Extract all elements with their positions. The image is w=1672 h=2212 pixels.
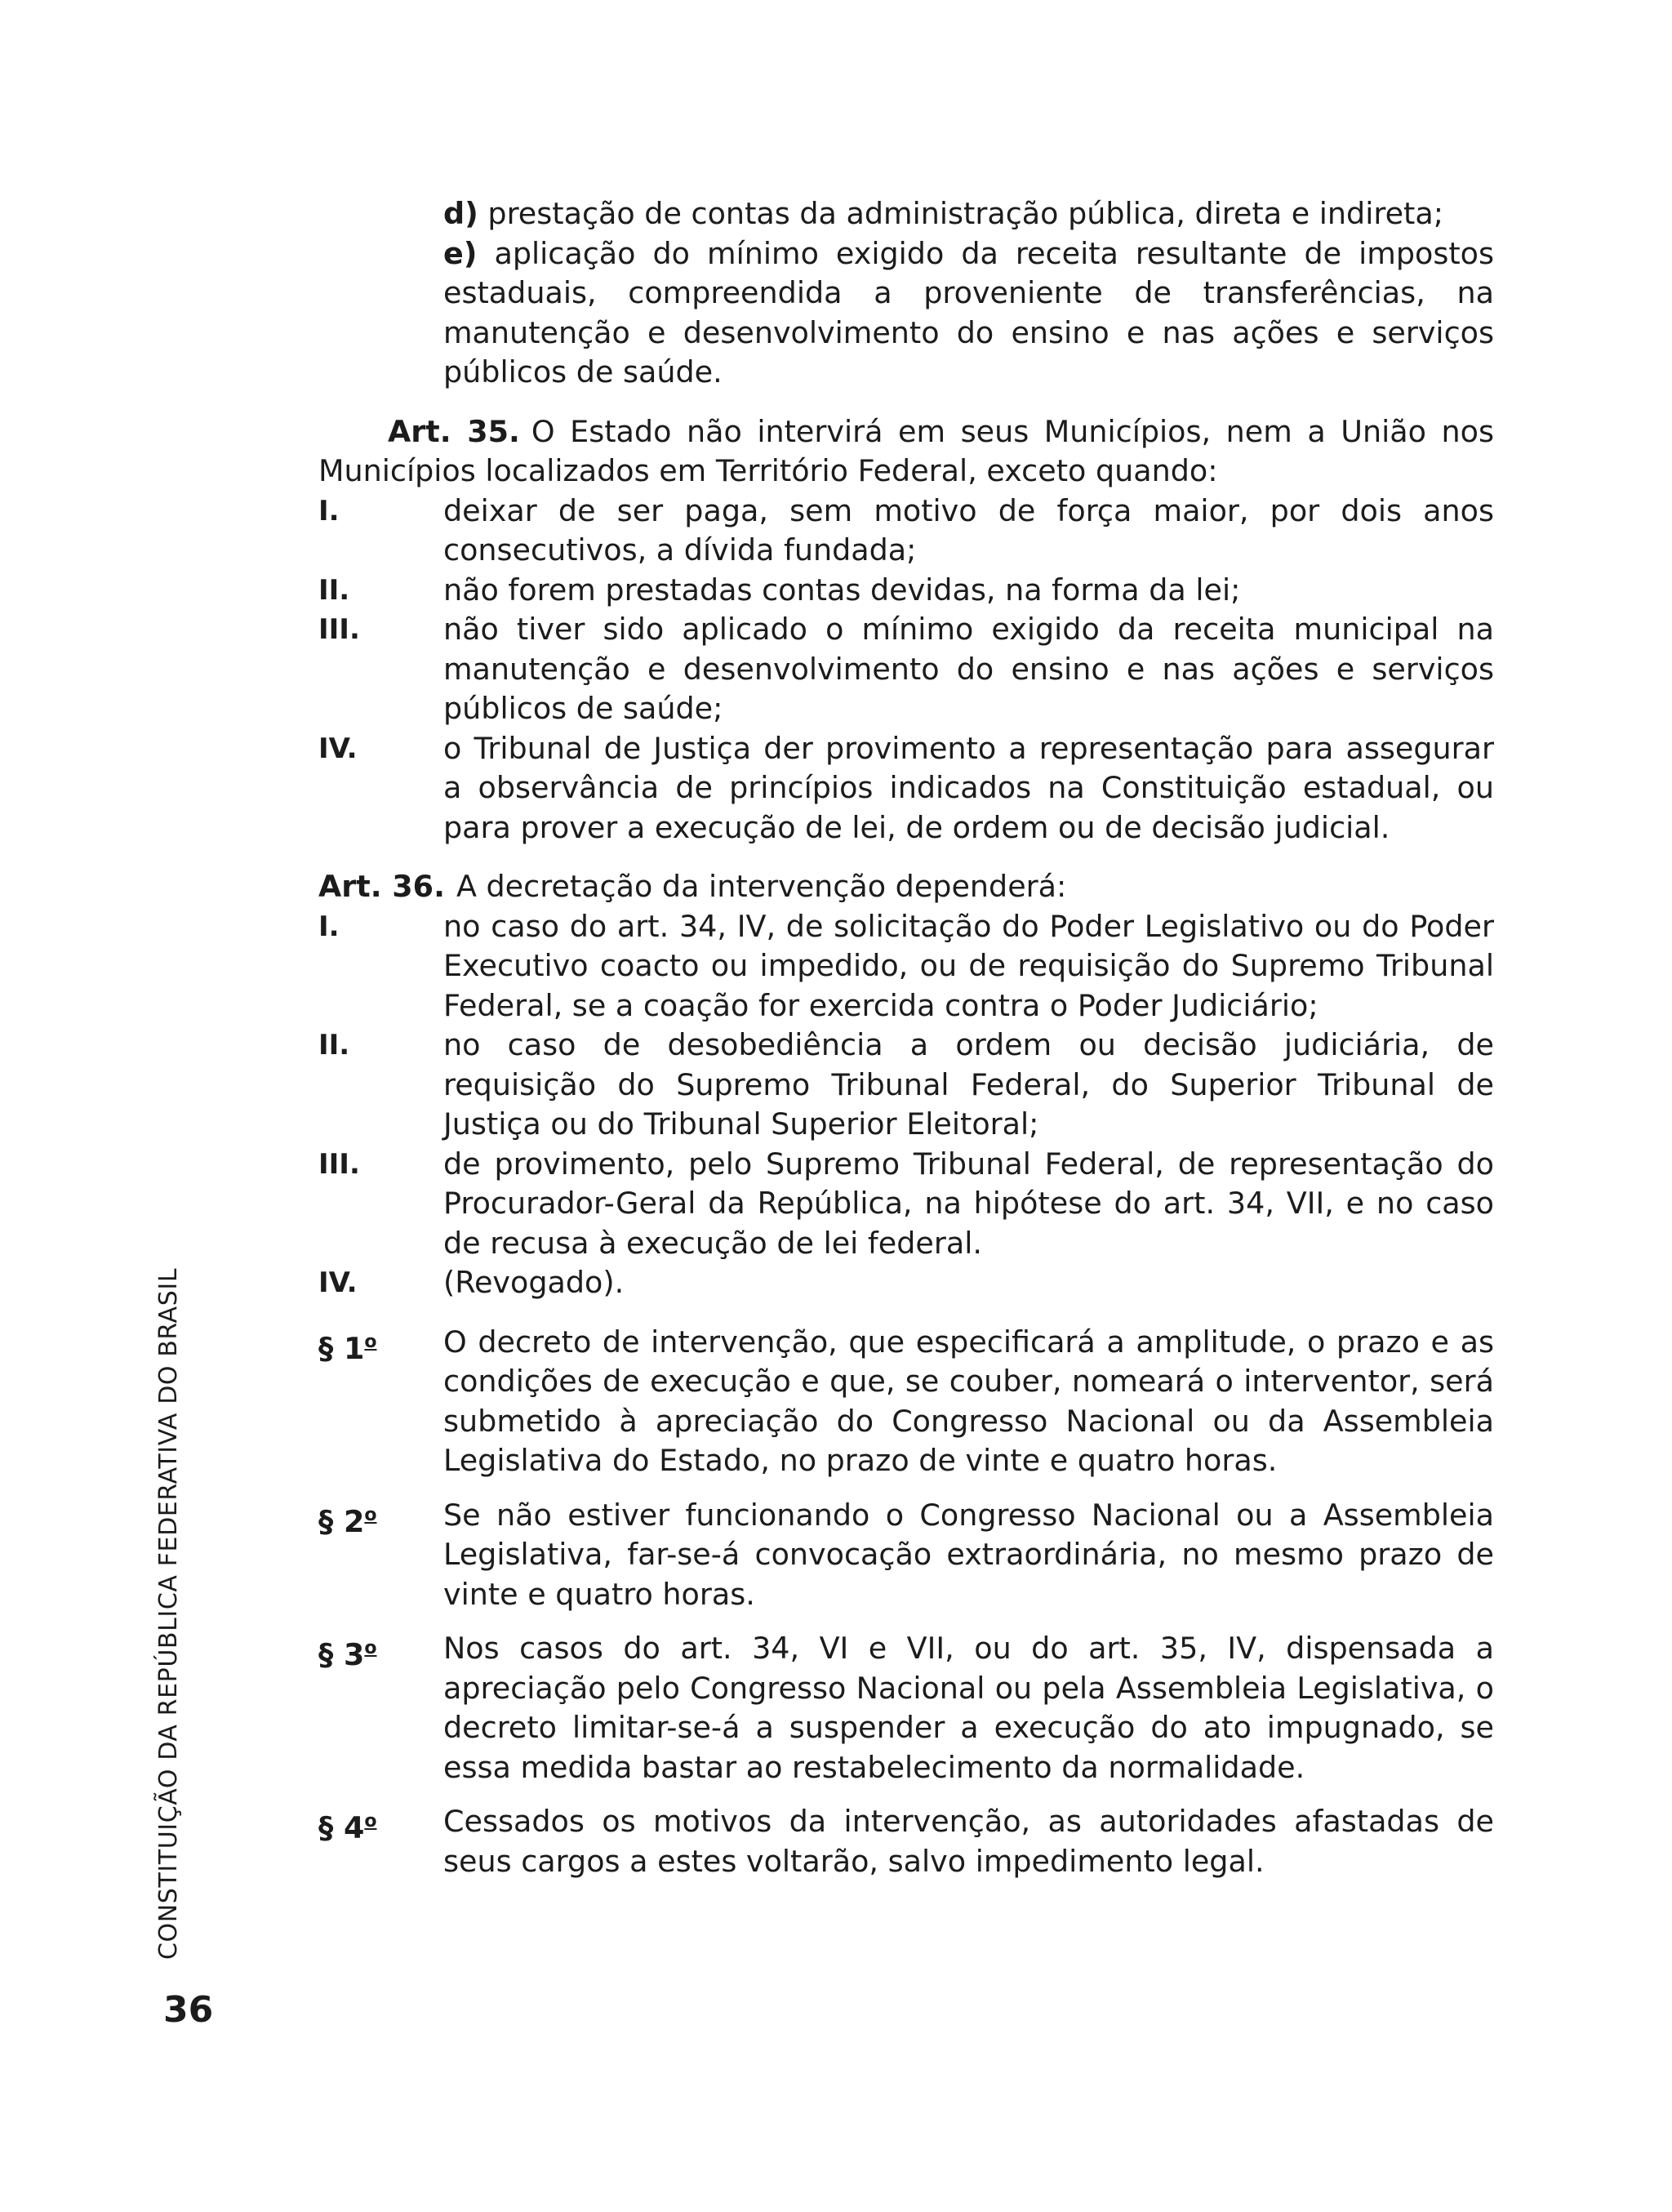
item-label: II. (318, 1029, 350, 1061)
intro-item-label: e) (443, 235, 478, 271)
item-label: III. (318, 1147, 360, 1181)
item-label: IV. (318, 732, 358, 765)
intro-item-e (443, 234, 1494, 393)
item-text: o Tribunal de Justiça der provimento a representação para assegurar a observância de princípios indicados na Constituição estadual, ou para prover a execução de lei, de ordem ou de decisão judicial. (443, 730, 1494, 845)
paragraph-label: § 2$^o$ (318, 1503, 377, 1539)
article-35 (318, 412, 1494, 848)
item-label: II. (318, 573, 350, 607)
item-label: IV. (318, 1266, 358, 1299)
intro-item-label: d) (443, 196, 478, 231)
item-label: III. (318, 613, 360, 646)
running-side-title: CONSTITUIÇÃO DA REPÚBLICA FEDERATIVA DO BRASIL (154, 1267, 183, 1960)
paragraph-text: Se não estiver funcionando o Congresso Nacional ou a Assembleia Legislativa, far-se-á convocação extraordinária, no mesmo prazo de vinte e quatro horas. (443, 1497, 1494, 1612)
intro-item-text: aplicação do mínimo exigido da receita resultante de impostos estaduais, compreendida a proveniente de transferências, na manutenção e desenvolvimento do ensino e nas ações e serviços públicos de saúde. (443, 235, 1494, 389)
paragraph-label: § 3$^o$ (318, 1637, 377, 1672)
article-35-lead (318, 412, 1494, 492)
article-35-item-1 (318, 492, 1494, 571)
intro-items (318, 194, 1494, 393)
article-36 (318, 867, 1494, 1881)
article-35-item-2 (318, 571, 1494, 611)
article-lead-text: O Estado não intervirá em seus Municípios, nem a União nos Municípios localizados em Território Federal, exceto quando: (318, 413, 1494, 488)
paragraph-label: § 4$^o$ (318, 1810, 377, 1845)
item-text: no caso do art. 34, IV, de solicitação do Poder Legislativo ou do Poder Executivo coacto ou impedido, ou de requisição do Supremo Tribunal Federal, se a coação for exercida contra o Poder Judiciário; (443, 908, 1494, 1023)
item-text: (Revogado). (443, 1265, 625, 1300)
paragraph-4 (318, 1802, 1494, 1881)
item-label: I. (318, 494, 340, 527)
item-text: não tiver sido aplicado o mínimo exigido da receita municipal na manutenção e desenvolvimento do ensino e nas ações e serviços públicos de saúde; (443, 612, 1494, 726)
item-label: I. (318, 910, 340, 943)
article-36-lead (318, 867, 1494, 907)
paragraph-text: Nos casos do art. 34, VI e VII, ou do art. 35, IV, dispensada a apreciação pelo Congresso Nacional ou pela Assembleia Legislativa, o decreto limitar-se-á a suspender a execução do ato impugnado, se essa medida bastar ao restabelecimento da normalidade. (443, 1631, 1494, 1785)
article-35-item-4 (318, 729, 1494, 848)
item-text: de provimento, pelo Supremo Tribunal Federal, de representação do Procurador-Geral da República, na hipótese do art. 34, VII, e no caso de recusa à execução de lei federal. (443, 1146, 1494, 1261)
item-text: não forem prestadas contas devidas, na forma da lei; (443, 572, 1241, 608)
paragraph-3 (318, 1629, 1494, 1787)
article-36-item-2 (318, 1026, 1494, 1145)
page-number: 36 (163, 1989, 214, 2031)
article-36-item-1 (318, 907, 1494, 1026)
item-text: no caso de desobediência a ordem ou decisão judiciária, de requisição do Supremo Tribunal Federal, do Superior Tribunal de Justiça ou do Tribunal Superior Eleitoral; (443, 1027, 1494, 1142)
paragraph-label: § 1$^o$ (318, 1330, 377, 1366)
intro-item-d (443, 194, 1494, 234)
paragraph-text: Cessados os motivos da intervenção, as autoridades afastadas de seus cargos a estes voltarão, salvo impedimento legal. (443, 1804, 1494, 1879)
article-lead-text: A decretação da intervenção dependerá: (456, 869, 1067, 904)
paragraph-2 (318, 1496, 1494, 1615)
paragraph-text: O decreto de intervenção, que especificará a amplitude, o prazo e as condições de execução e que, se couber, nomeará o interventor, será submetido à apreciação do Congresso Nacional ou da Assembleia Legislativa do Estado, no prazo de vinte e quatro horas. (443, 1324, 1494, 1478)
paragraph-1 (318, 1323, 1494, 1481)
document-body (318, 194, 1494, 1881)
article-35-item-3 (318, 610, 1494, 729)
article-36-item-3 (318, 1145, 1494, 1264)
article-36-item-4 (318, 1263, 1494, 1303)
article-number: Art. 35. (388, 413, 520, 449)
article-number: Art. 36. (318, 869, 445, 904)
intro-item-text: prestação de contas da administração pública, direta e indireta; (478, 196, 1443, 231)
item-text: deixar de ser paga, sem motivo de força maior, por dois anos consecutivos, a dívida fundada; (443, 492, 1494, 567)
